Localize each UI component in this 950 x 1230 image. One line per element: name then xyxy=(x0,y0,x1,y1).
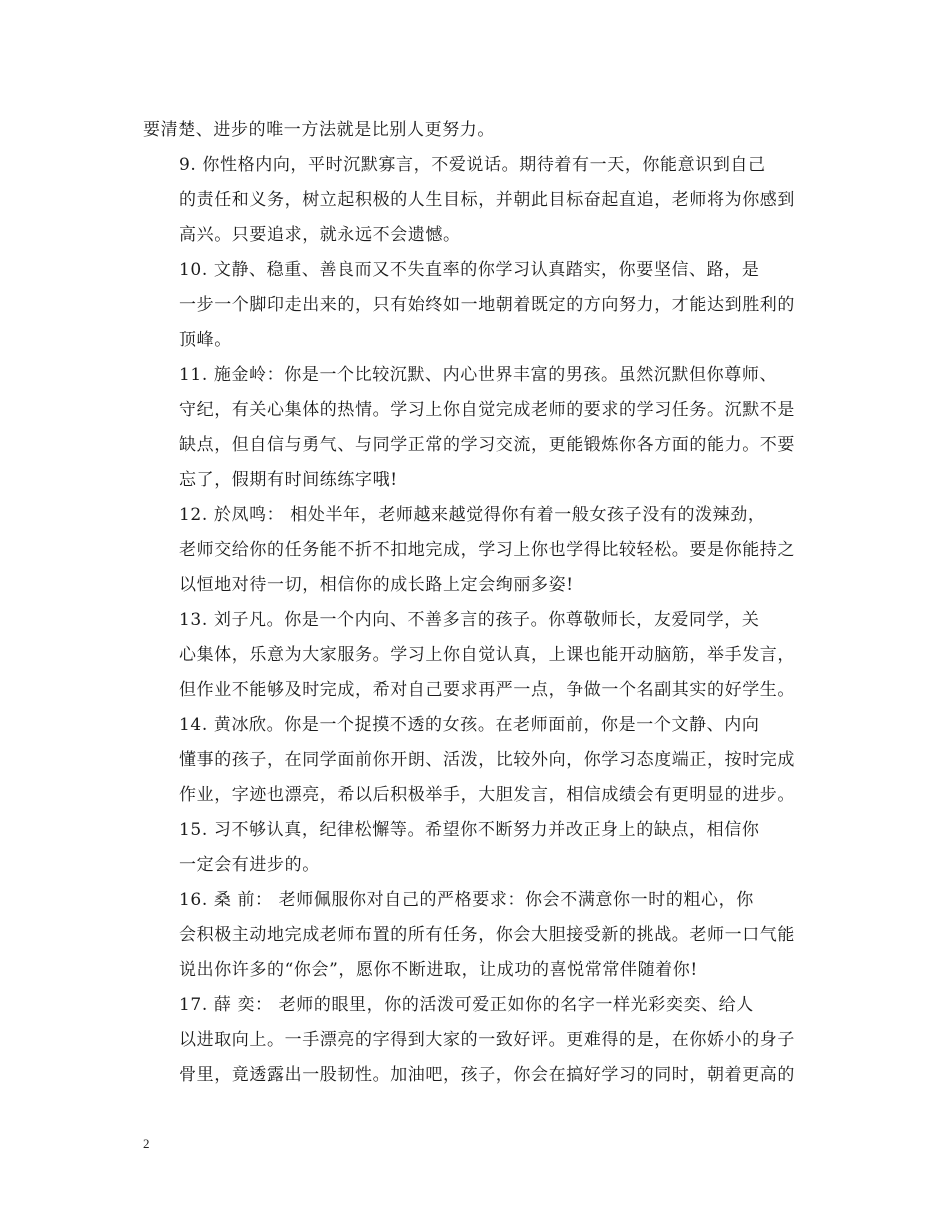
text-line: 懂事的孩子，在同学面前你开朗、活泼，比较外向，你学习态度端正，按时完成 xyxy=(179,750,795,770)
paragraph xyxy=(143,988,823,1093)
text-line: 高兴。只要追求，就永远不会遗憾。 xyxy=(179,225,461,245)
text-line: 9. 你性格内向，平时沉默寡言，不爱说话。期待着有一天，你能意识到自己 xyxy=(179,155,766,175)
text-line: 10. 文静、稳重、善良而又不失直率的你学习认真踏实，你要坚信、路，是 xyxy=(179,260,760,280)
text-line: 一定会有进步的。 xyxy=(179,855,320,875)
paragraph xyxy=(143,708,823,813)
text-line: 17. 薛 奕： 老师的眼里，你的活泼可爱正如你的名字一样光彩奕奕、给人 xyxy=(179,995,754,1015)
paragraph xyxy=(143,813,823,883)
text-line: 守纪，有关心集体的热情。学习上你自觉完成老师的要求的学习任务。沉默不是 xyxy=(179,400,795,420)
page-number: 2 xyxy=(143,1136,150,1151)
text-line: 缺点，但自信与勇气、与同学正常的学习交流，更能锻炼你各方面的能力。不要 xyxy=(179,435,795,455)
text-line: 但作业不能够及时完成，希对自己要求再严一点，争做一个名副其实的好学生。 xyxy=(179,680,795,700)
paragraph xyxy=(143,603,823,708)
text-line: 11. 施金岭：你是一个比较沉默、内心世界丰富的男孩。虽然沉默但你尊师、 xyxy=(179,365,778,385)
text-line: 会积极主动地完成老师布置的所有任务，你会大胆接受新的挑战。老师一口气能 xyxy=(179,925,795,945)
paragraph xyxy=(143,253,823,358)
text-line: 以进取向上。一手漂亮的字得到大家的一致好评。更难得的是，在你娇小的身子 xyxy=(179,1030,795,1050)
paragraph xyxy=(143,498,823,603)
text-line: 14. 黄冰欣。你是一个捉摸不透的女孩。在老师面前，你是一个文静、内向 xyxy=(179,715,760,735)
text-line: 15. 习不够认真，纪律松懈等。希望你不断努力并改正身上的缺点，相信你 xyxy=(179,820,760,840)
text-line: 一步一个脚印走出来的，只有始终如一地朝着既定的方向努力，才能达到胜利的 xyxy=(179,295,795,315)
paragraph xyxy=(143,358,823,498)
text-line: 说出你许多的“你会”，愿你不断进取，让成功的喜悦常常伴随着你! xyxy=(179,960,698,980)
text-line: 13. 刘子凡。你是一个内向、不善多言的孩子。你尊敬师长，友爱同学，关 xyxy=(179,610,760,630)
body-text xyxy=(143,113,823,1093)
text-line: 16. 桑 前： 老师佩服你对自己的严格要求：你会不满意你一时的粗心，你 xyxy=(179,890,754,910)
text-line: 要清楚、进步的唯一方法就是比别人更努力。 xyxy=(143,120,495,140)
text-line: 骨里，竟透露出一股韧性。加油吧，孩子，你会在搞好学习的同时，朝着更高的 xyxy=(179,1065,795,1085)
text-line: 心集体，乐意为大家服务。学习上你自觉认真，上课也能开动脑筋，举手发言， xyxy=(179,645,795,665)
paragraph xyxy=(143,113,823,148)
paragraph xyxy=(143,148,823,253)
text-line: 的责任和义务，树立起积极的人生目标，并朝此目标奋起直追，老师将为你感到 xyxy=(179,190,795,210)
text-line: 老师交给你的任务能不折不扣地完成，学习上你也学得比较轻松。要是你能持之 xyxy=(179,540,795,560)
text-line: 12. 於凤鸣： 相处半年，老师越来越觉得你有着一般女孩子没有的泼辣劲， xyxy=(179,505,766,525)
text-line: 顶峰。 xyxy=(179,330,232,350)
paragraph xyxy=(143,883,823,988)
text-line: 作业，字迹也漂亮，希以后积极举手，大胆发言，相信成绩会有更明显的进步。 xyxy=(179,785,795,805)
text-line: 以恒地对待一切，相信你的成长路上定会绚丽多姿! xyxy=(179,575,574,595)
text-line: 忘了，假期有时间练练字哦! xyxy=(179,470,398,490)
